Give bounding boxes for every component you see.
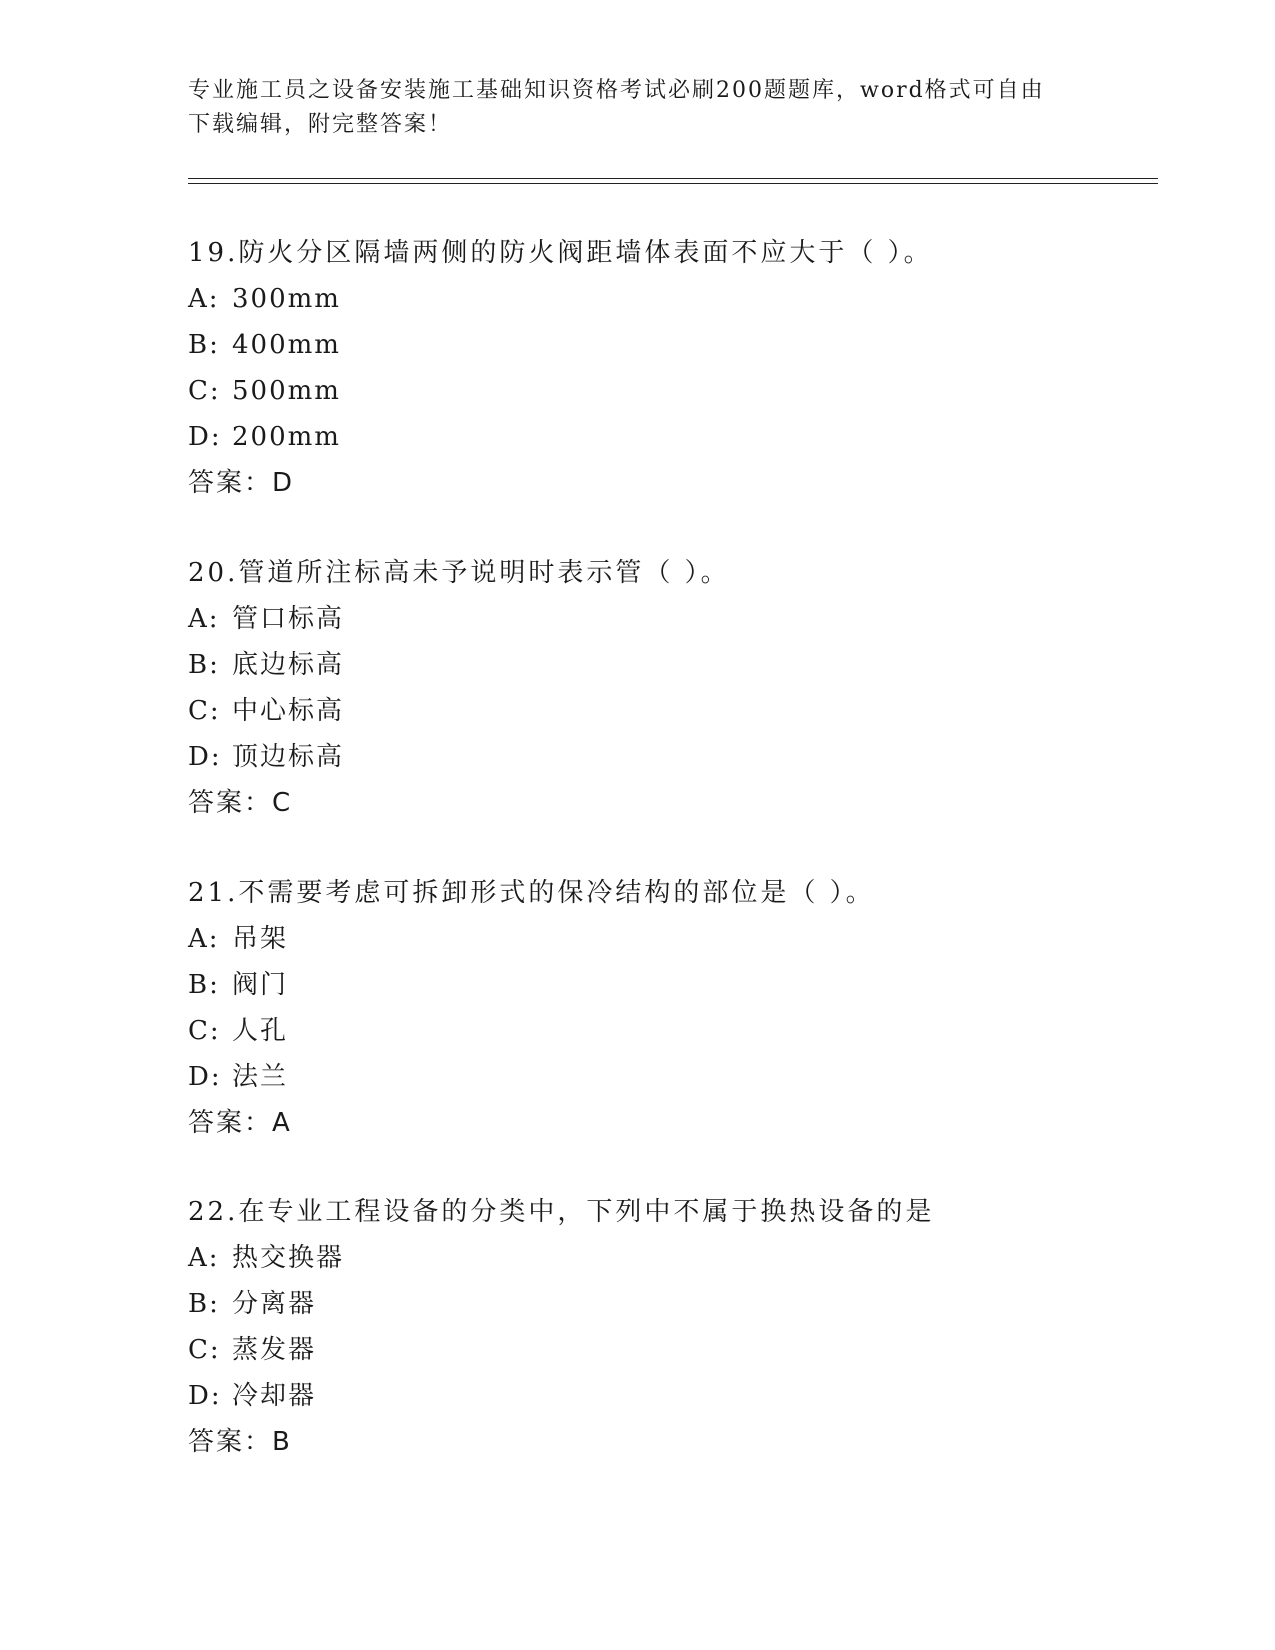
- option-c: [188, 688, 1188, 734]
- option-letter: D:: [188, 742, 222, 772]
- option-d: [188, 1054, 1188, 1100]
- question-stem: 19.防火分区隔墙两侧的防火阀距墙体表面不应大于（ ）。: [188, 238, 933, 268]
- option-letter: C:: [188, 1016, 221, 1046]
- option-a: [188, 1235, 1188, 1281]
- answer-line: 答案：B: [188, 1427, 292, 1457]
- option-text: 底边标高: [232, 650, 345, 680]
- option-a: [188, 916, 1188, 962]
- document-header: [188, 74, 1088, 142]
- option-text: 蒸发器: [232, 1335, 317, 1365]
- option-d: [188, 734, 1188, 780]
- question-20: [188, 550, 1188, 826]
- option-text: 分离器: [232, 1289, 317, 1319]
- option-b: [188, 962, 1188, 1008]
- option-letter: B:: [188, 1289, 220, 1319]
- option-c: [188, 1008, 1188, 1054]
- option-letter: D:: [188, 1062, 222, 1092]
- option-d: [188, 414, 1188, 460]
- option-text: 300mm: [232, 284, 341, 314]
- header-divider-top: [188, 178, 1158, 179]
- option-letter: D:: [188, 422, 222, 452]
- question-19: [188, 230, 1188, 506]
- option-letter: C:: [188, 376, 221, 406]
- option-letter: D:: [188, 1381, 222, 1411]
- header-line-2: 下载编辑，附完整答案！: [188, 112, 453, 137]
- header-divider-bottom: [188, 183, 1158, 184]
- option-text: 400mm: [232, 330, 341, 360]
- answer-line: 答案：A: [188, 1108, 292, 1138]
- option-letter: A:: [188, 924, 220, 954]
- option-text: 顶边标高: [232, 742, 345, 772]
- option-b: [188, 642, 1188, 688]
- option-letter: A:: [188, 284, 220, 314]
- question-stem: 22.在专业工程设备的分类中，下列中不属于换热设备的是: [188, 1197, 935, 1227]
- question-21: [188, 870, 1188, 1146]
- option-b: [188, 322, 1188, 368]
- option-a: [188, 596, 1188, 642]
- option-text: 人孔: [232, 1016, 289, 1046]
- option-text: 管口标高: [232, 604, 345, 634]
- option-text: 吊架: [232, 924, 289, 954]
- question-22: [188, 1189, 1188, 1465]
- question-stem: 21.不需要考虑可拆卸形式的保冷结构的部位是（ ）。: [188, 878, 875, 908]
- answer-line: 答案：C: [188, 788, 293, 818]
- option-text: 500mm: [232, 376, 341, 406]
- option-text: 热交换器: [232, 1243, 345, 1273]
- option-b: [188, 1281, 1188, 1327]
- option-letter: C:: [188, 1335, 221, 1365]
- option-d: [188, 1373, 1188, 1419]
- option-letter: A:: [188, 604, 220, 634]
- option-a: [188, 276, 1188, 322]
- option-text: 法兰: [232, 1062, 289, 1092]
- answer-line: 答案：D: [188, 468, 295, 498]
- option-letter: B:: [188, 970, 220, 1000]
- option-c: [188, 368, 1188, 414]
- question-stem: 20.管道所注标高未予说明时表示管（ ）。: [188, 558, 730, 588]
- option-text: 冷却器: [232, 1381, 317, 1411]
- option-c: [188, 1327, 1188, 1373]
- option-text: 中心标高: [232, 696, 345, 726]
- option-letter: B:: [188, 330, 220, 360]
- option-letter: C:: [188, 696, 221, 726]
- option-letter: A:: [188, 1243, 220, 1273]
- header-line-1: 专业施工员之设备安装施工基础知识资格考试必刷200题题库，word格式可自由: [188, 78, 1045, 103]
- option-text: 阀门: [232, 970, 289, 1000]
- option-text: 200mm: [232, 422, 341, 452]
- option-letter: B:: [188, 650, 220, 680]
